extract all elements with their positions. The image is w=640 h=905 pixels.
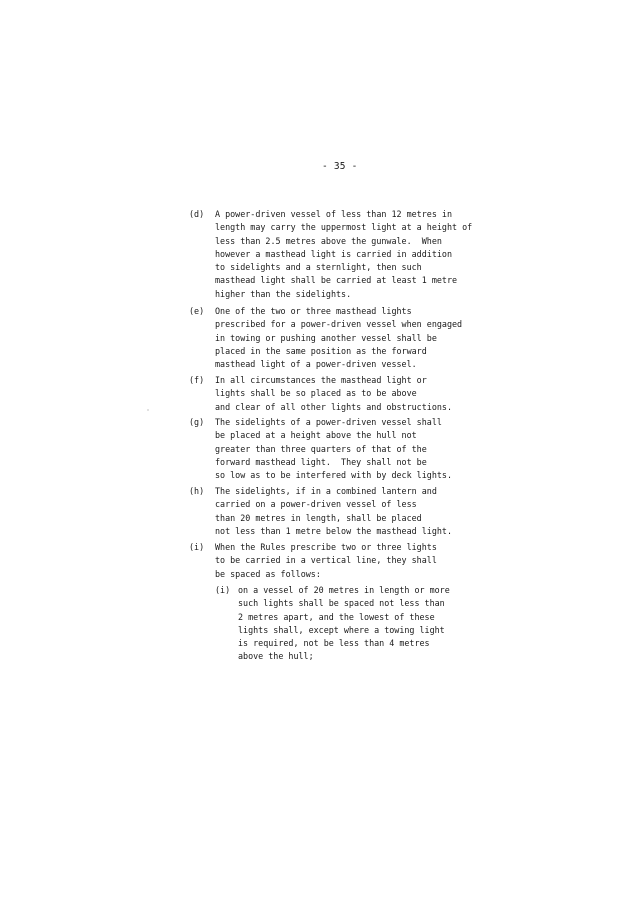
paragraph-text — [215, 541, 437, 581]
text-line: be spaced as follows: — [215, 568, 321, 579]
subparagraph-text — [238, 584, 450, 664]
text-line: One of the two or three masthead lights — [215, 306, 412, 316]
text-line: in towing or pushing another vessel shall be — [215, 332, 437, 343]
text-line: In all circumstances the masthead light or — [215, 375, 427, 385]
text-line: lights shall, except where a towing light — [238, 624, 445, 635]
text-line: The sidelights, if in a combined lantern and — [215, 486, 437, 496]
paragraph-text — [215, 305, 462, 371]
text-line: above the hull; — [238, 651, 314, 662]
paragraph-text — [215, 485, 452, 538]
text-line: however a masthead light is carried in addition — [215, 248, 452, 259]
text-line: be placed at a height above the hull not — [215, 430, 417, 441]
text-line: length may carry the uppermost light at a height of — [215, 222, 473, 233]
text-line: not less than 1 metre below the masthead light. — [215, 525, 452, 536]
text-line: less than 2.5 metres above the gunwale. When — [215, 235, 442, 246]
text-line: and clear of all other lights and obstructions. — [215, 401, 452, 412]
text-line: greater than three quarters of that of the — [215, 443, 427, 454]
text-line: to sidelights and a sternlight, then such — [215, 262, 422, 273]
paragraph-i — [189, 541, 437, 581]
text-line: The sidelights of a power-driven vessel shall — [215, 417, 442, 427]
text-line: prescribed for a power-driven vessel when engaged — [215, 319, 463, 330]
text-line: such lights shall be spaced not less than — [238, 598, 445, 609]
scan-speck — [147, 409, 149, 411]
paragraph-marker: (h) — [189, 486, 205, 496]
text-line: masthead light of a power-driven vessel. — [215, 359, 417, 370]
paragraph-text — [215, 416, 452, 482]
text-line: to be carried in a vertical line, they shall — [215, 555, 437, 566]
paragraph-text — [215, 374, 452, 414]
subparagraph-i — [215, 584, 450, 664]
text-line: When the Rules prescribe two or three lights — [215, 542, 437, 552]
paragraph-d — [189, 208, 472, 301]
text-line: than 20 metres in length, shall be placed — [215, 512, 422, 523]
paragraph-text — [215, 208, 472, 301]
page-number: - 35 - — [322, 161, 358, 172]
text-line: forward masthead light. They shall not be — [215, 456, 427, 467]
paragraph-h — [189, 485, 452, 538]
text-line: carried on a power-driven vessel of less — [215, 499, 417, 510]
paragraph-e — [189, 305, 462, 371]
text-line: masthead light shall be carried at least 1 metre — [215, 275, 458, 286]
paragraph-f — [189, 374, 452, 414]
text-line: 2 metres apart, and the lowest of these — [238, 611, 435, 622]
paragraph-g — [189, 416, 452, 482]
paragraph-marker: (g) — [189, 417, 205, 427]
subparagraph-marker: (i) — [215, 585, 231, 595]
text-line: is required, not be less than 4 metres — [238, 638, 430, 649]
text-line: placed in the same position as the forward — [215, 345, 427, 356]
text-line: so low as to be interfered with by deck lights. — [215, 470, 452, 481]
paragraph-marker: (e) — [189, 306, 205, 316]
paragraph-marker: (f) — [189, 375, 205, 385]
paragraph-marker: (d) — [189, 209, 205, 219]
text-line: on a vessel of 20 metres in length or more — [238, 585, 450, 595]
text-line: A power-driven vessel of less than 12 metres in — [215, 209, 452, 219]
paragraph-marker: (i) — [189, 542, 205, 552]
text-line: higher than the sidelights. — [215, 288, 352, 299]
text-line: lights shall be so placed as to be above — [215, 388, 417, 399]
